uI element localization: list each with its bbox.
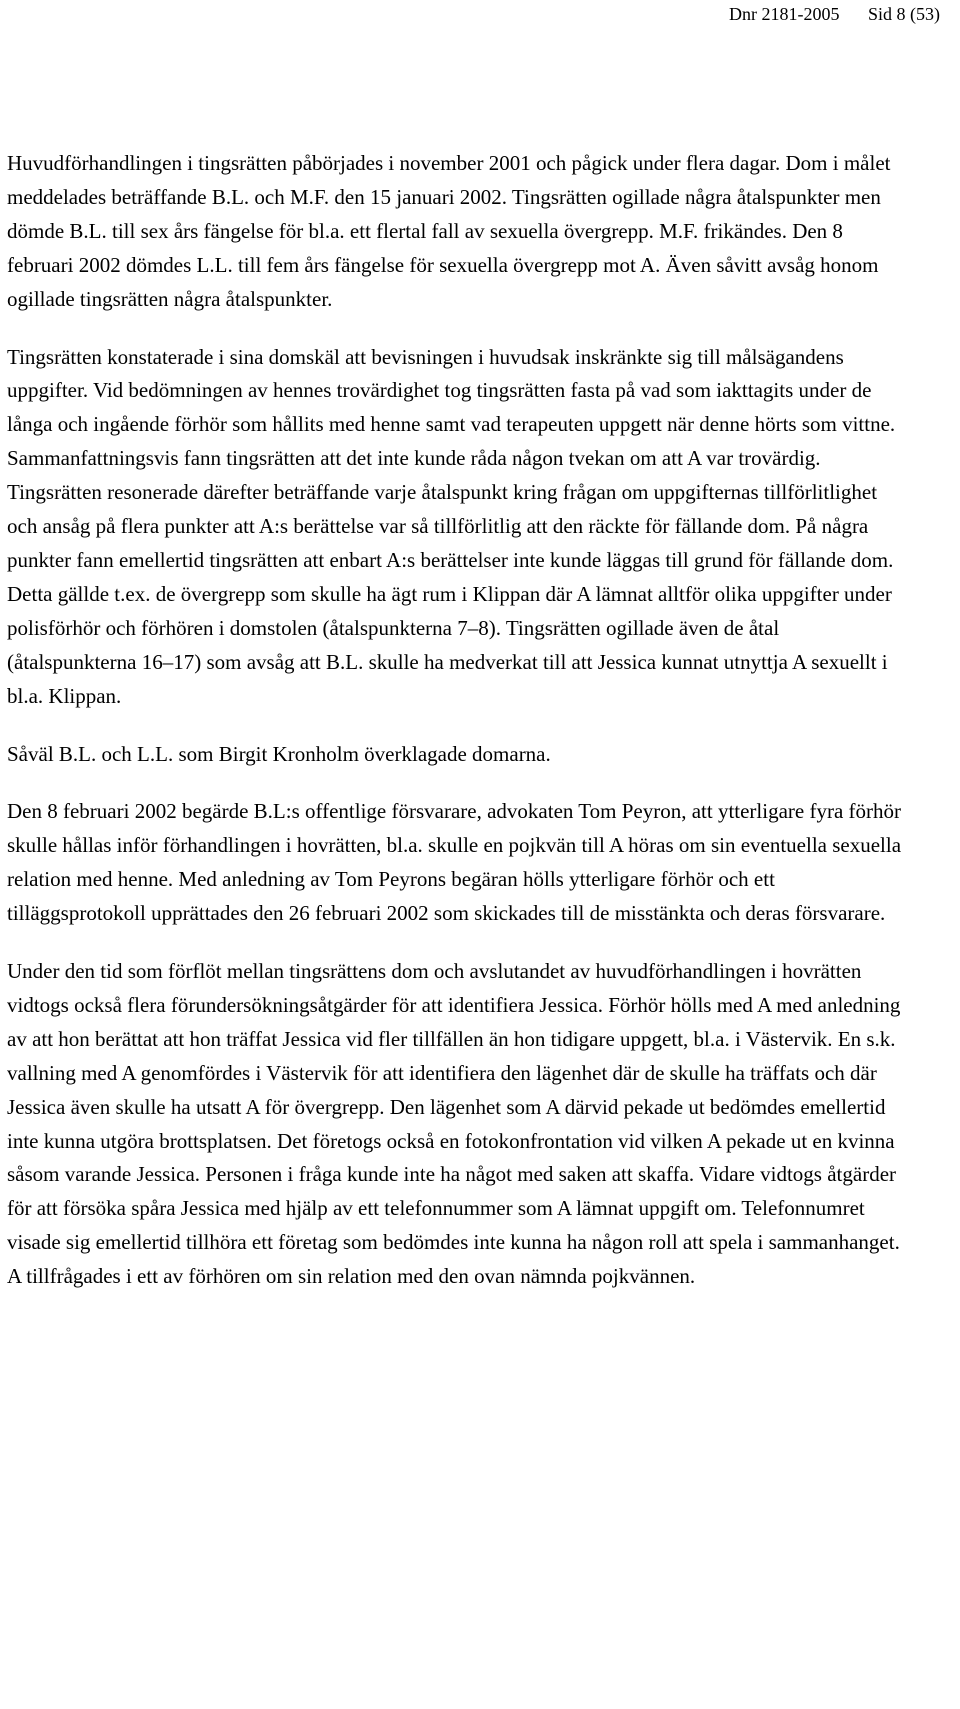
paragraph: Såväl B.L. och L.L. som Birgit Kronholm överklagade domarna. [7, 741, 551, 766]
page-header [729, 2, 940, 26]
page-number: Sid 8 (53) [868, 4, 940, 24]
paragraph: Huvudförhandlingen i tingsrätten påbörjades i november 2001 och pågick under flera dagar. Dom i målet meddelades beträffande B.L. och M.F. den 15 januari 2002. Tingsrätten ogillade några åtalspunkter men dömde B.L. till sex års fängelse för bl.a. ett flertal fall av sexuella övergrepp. M.F. frikändes. Den 8 februari 2002 dömdes L.L. till fem års fängelse för sexuella övergrepp mot A. Även såvitt avsåg honom ogillade tingsrätten några åtalspunkter. [7, 151, 891, 311]
paragraph: Den 8 februari 2002 begärde B.L:s offentlige försvarare, advokaten Tom Peyron, att ytterligare fyra förhör skulle hållas inför förhandlingen i hovrätten, bl.a. skulle en pojkvän till A höras om sin eventuella sexuella relation med henne. Med anledning av Tom Peyrons begäran hölls ytterligare förhör och ett tilläggsprotokoll upprättades den 26 februari 2002 som skickades till de misstänkta och deras försvarare. [7, 799, 902, 926]
paragraph: Tingsrätten konstaterade i sina domskäl att bevisningen i huvudsak inskränkte sig till målsägandens uppgifter. Vid bedömningen av hennes trovärdighet tog tingsrätten fasta på vad som iakttagits under de långa och ingående förhör som hållits med henne samt vad terapeuten uppgett när denne hörts som vittne. Sammanfattningsvis fann tingsrätten att det inte kunde råda någon tvekan om att A var trovärdig. Tingsrätten resonerade därefter beträffande varje åtalspunkt kring frågan om uppgifternas tillförlitlighet och ansåg på flera punkter att A:s berättelse var så tillförlitlig att den räckte för fällande dom. På några punkter fann emellertid tingsrätten att enbart A:s berättelser inte kunde läggas till grund för fällande dom. Detta gällde t.ex. de övergrepp som skulle ha ägt rum i Klippan där A lämnat alltför olika uppgifter under polisförhör och förhören i domstolen (åtalspunkterna 7–8). Tingsrätten ogillade även de åtal (åtalspunkterna 16–17) som avsåg att B.L. skulle ha medverkat till att Jessica kunnat utnyttja A sexuellt i bl.a. Klippan. [7, 344, 896, 708]
paragraph: Under den tid som förflöt mellan tingsrättens dom och avslutandet av huvudförhandlingen i hovrätten vidtogs också flera förundersökningsåtgärder för att identifiera Jessica. Förhör hölls med A med anledning av att hon berättat att hon träffat Jessica vid fler tillfällen än hon tidigare uppgett, bl.a. i Västervik. En s.k. vallning med A genomfördes i Västervik för att identifiera den lägenhet där de skulle ha träffats och där Jessica även skulle ha utsatt A för övergrepp. Den lägenhet som A därvid pekade ut bedömdes emellertid inte kunna utgöra brottsplatsen. Det företogs också en fotokonfrontation vid vilken A pekade ut en kvinna såsom varande Jessica. Personen i fråga kunde inte ha något med saken att skaffa. Vidare vidtogs åtgärder för att försöka spåra Jessica med hjälp av ett telefonnummer som A lämnat uppgift om. Telefonnumret visade sig emellertid tillhöra ett företag som bedömdes inte kunna ha någon roll att spela i sammanhanget. A tillfrågades i ett av förhören om sin relation med den ovan nämnda pojkvännen. [7, 959, 901, 1289]
document-reference: Dnr 2181-2005 [729, 4, 840, 24]
document-body [7, 147, 912, 1318]
